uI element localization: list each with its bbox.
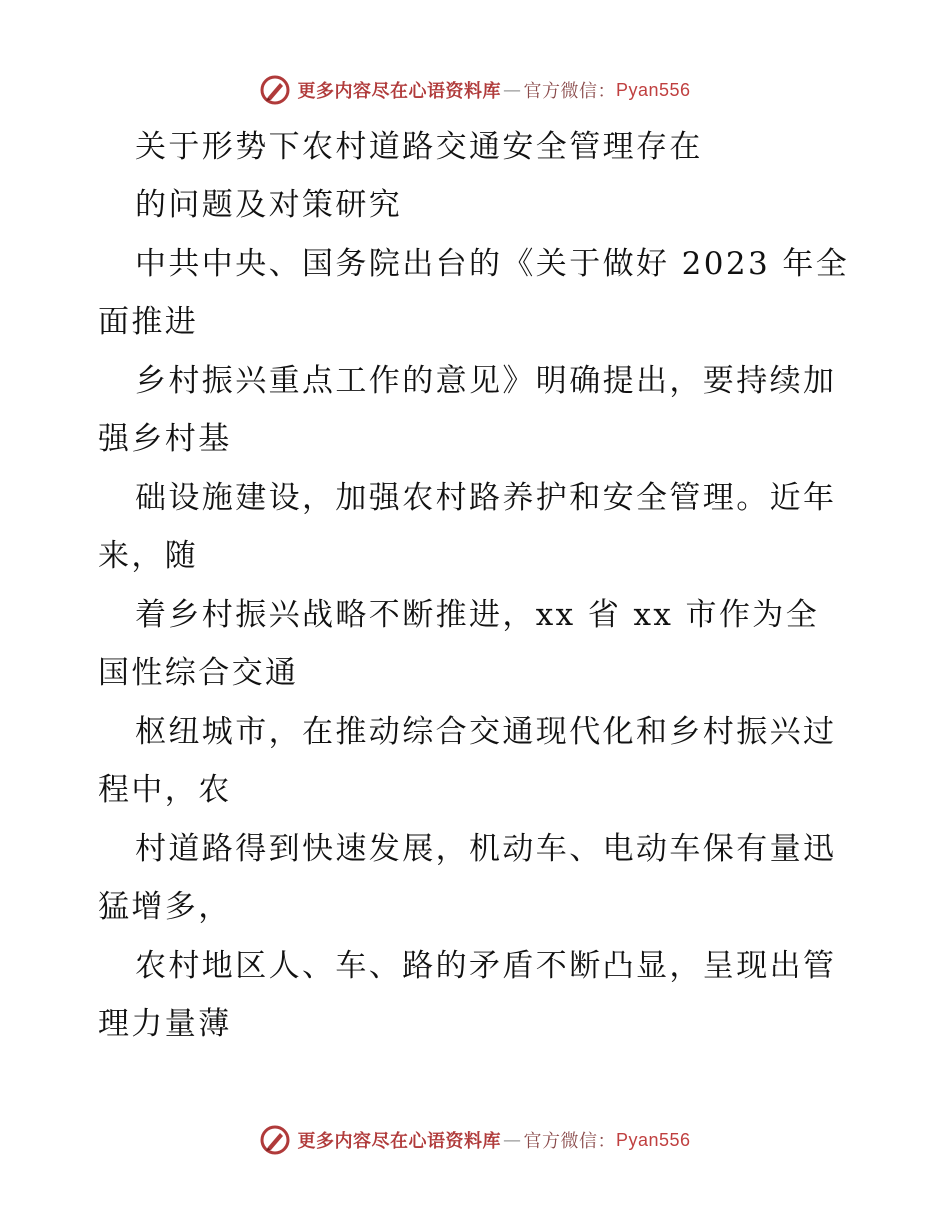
watermark-separator: — [502,79,522,101]
watermark-brand: 更多内容尽在心语资料库 [297,81,501,102]
paragraph-line: 中共中央、国务院出台的《关于做好 2023 年全 [135,246,850,282]
paragraph-line: 村道路得到快速发展，机动车、电动车保有量迅 [135,831,837,867]
watermark-brand: 更多内容尽在心语资料库 [297,1131,501,1152]
header-watermark [0,70,950,110]
document-title-line-1: 关于形势下农村道路交通安全管理存在 [135,129,703,165]
paragraph-line: 农村地区人、车、路的矛盾不断凸显，呈现出管 [135,948,837,984]
watermark-label: 官方微信： [523,1131,616,1152]
paragraph-line: 面推进 [98,304,199,340]
paragraph-line: 猛增多， [98,889,232,925]
watermark-wechat-id: Pyan556 [615,79,691,100]
paragraph-line: 着乡村振兴战略不断推进，xx 省 xx 市作为全 [135,597,820,633]
paragraph-line: 枢纽城市，在推动综合交通现代化和乡村振兴过 [135,714,837,750]
watermark-wechat-id: Pyan556 [615,1129,691,1150]
paragraph-line: 础设施建设，加强农村路养护和安全管理。近年 [135,480,837,516]
watermark-label: 官方微信： [523,81,616,102]
footer-watermark [0,1120,950,1160]
paragraph-line: 乡村振兴重点工作的意见》明确提出，要持续加 [135,363,837,399]
paragraph-line: 来，随 [98,538,199,574]
paragraph-line: 国性综合交通 [98,655,299,691]
pen-logo-icon [259,74,291,106]
paragraph-line: 强乡村基 [98,421,232,457]
pen-logo-icon [259,1124,291,1156]
paragraph-line: 程中，农 [98,772,232,808]
document-title-line-2: 的问题及对策研究 [135,187,403,223]
paragraph-line: 理力量薄 [98,1006,232,1042]
watermark-separator: — [502,1129,522,1151]
